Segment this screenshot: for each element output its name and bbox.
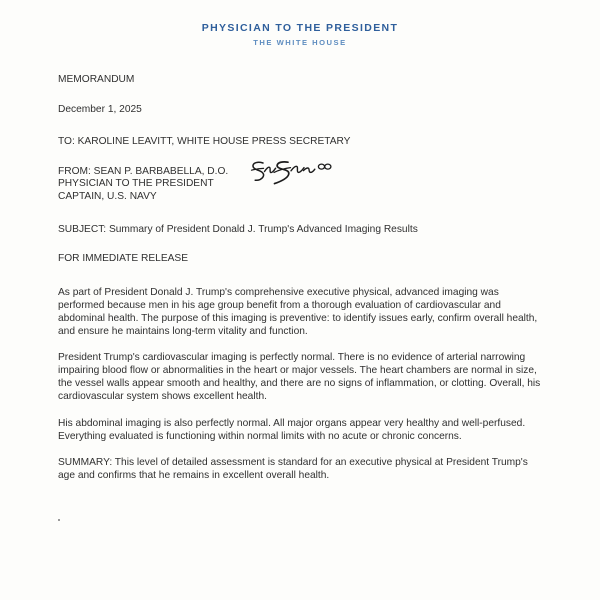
memo-subject: SUBJECT: Summary of President Donald J. Trump's Advanced Imaging Results — [58, 223, 418, 235]
spacer — [58, 404, 545, 417]
spacer — [58, 443, 545, 456]
body-paragraph-summary: SUMMARY: This level of detailed assessment is standard for an executive physical at President Trump's age and confirms that he remains in excellent overall health. — [58, 456, 528, 481]
memo-to: TO: KAROLINE LEAVITT, WHITE HOUSE PRESS SECRETARY — [58, 136, 351, 148]
body-paragraph: As part of President Donald J. Trump's comprehensive executive physical, advanced imaging was performed because men in his age group benefit from a thorough evaluation of cardiovascular and abdominal health. The purpose of this imaging is preventive: to identify issues early, confirm overall health, and ensure he maintains long-term vitality and function. — [58, 286, 538, 338]
spacer — [58, 266, 545, 286]
presidential-eagle-seal-icon — [273, 0, 327, 8]
spacer — [58, 338, 545, 351]
seal-container — [0, 0, 600, 8]
memo-release-notice: FOR IMMEDIATE RELEASE — [58, 253, 189, 265]
spacer — [58, 116, 545, 136]
body-paragraph: President Trump's cardiovascular imaging is perfectly normal. There is no evidence of arterial narrowing impairing blood flow or abnormalities in the heart or major vessels. The heart chambers are normal in size, the vessel walls appear smooth and healthy, and there are no signs of inflammation, or clotting. Overall, his cardiovascular system shows excellent health. — [58, 352, 541, 403]
memo-from-rank: CAPTAIN, U.S. NAVY — [58, 190, 157, 202]
spacer — [58, 204, 545, 224]
memorandum-label: MEMORANDUM — [58, 74, 135, 85]
spacer — [58, 236, 545, 253]
memo-from-title: PHYSICIAN TO THE PRESIDENT — [58, 178, 214, 190]
spacer — [58, 87, 545, 104]
memo-date: December 1, 2025 — [58, 103, 142, 115]
memo-from-name: FROM: SEAN P. BARBABELLA, D.O. — [58, 165, 229, 177]
stray-mark — [58, 519, 60, 521]
spacer — [58, 149, 545, 166]
letterhead — [0, 0, 600, 56]
body-paragraph: His abdominal imaging is also perfectly normal. All major organs appear very healthy and well-perfused. Everything evaluated is functioning within normal limits with no acute or chronic concerns. — [58, 417, 526, 442]
document-body — [58, 74, 545, 482]
memo-from-block — [58, 166, 545, 204]
letterhead-subtitle: THE WHITE HOUSE — [253, 38, 347, 47]
letterhead-title: PHYSICIAN TO THE PRESIDENT — [201, 22, 399, 34]
